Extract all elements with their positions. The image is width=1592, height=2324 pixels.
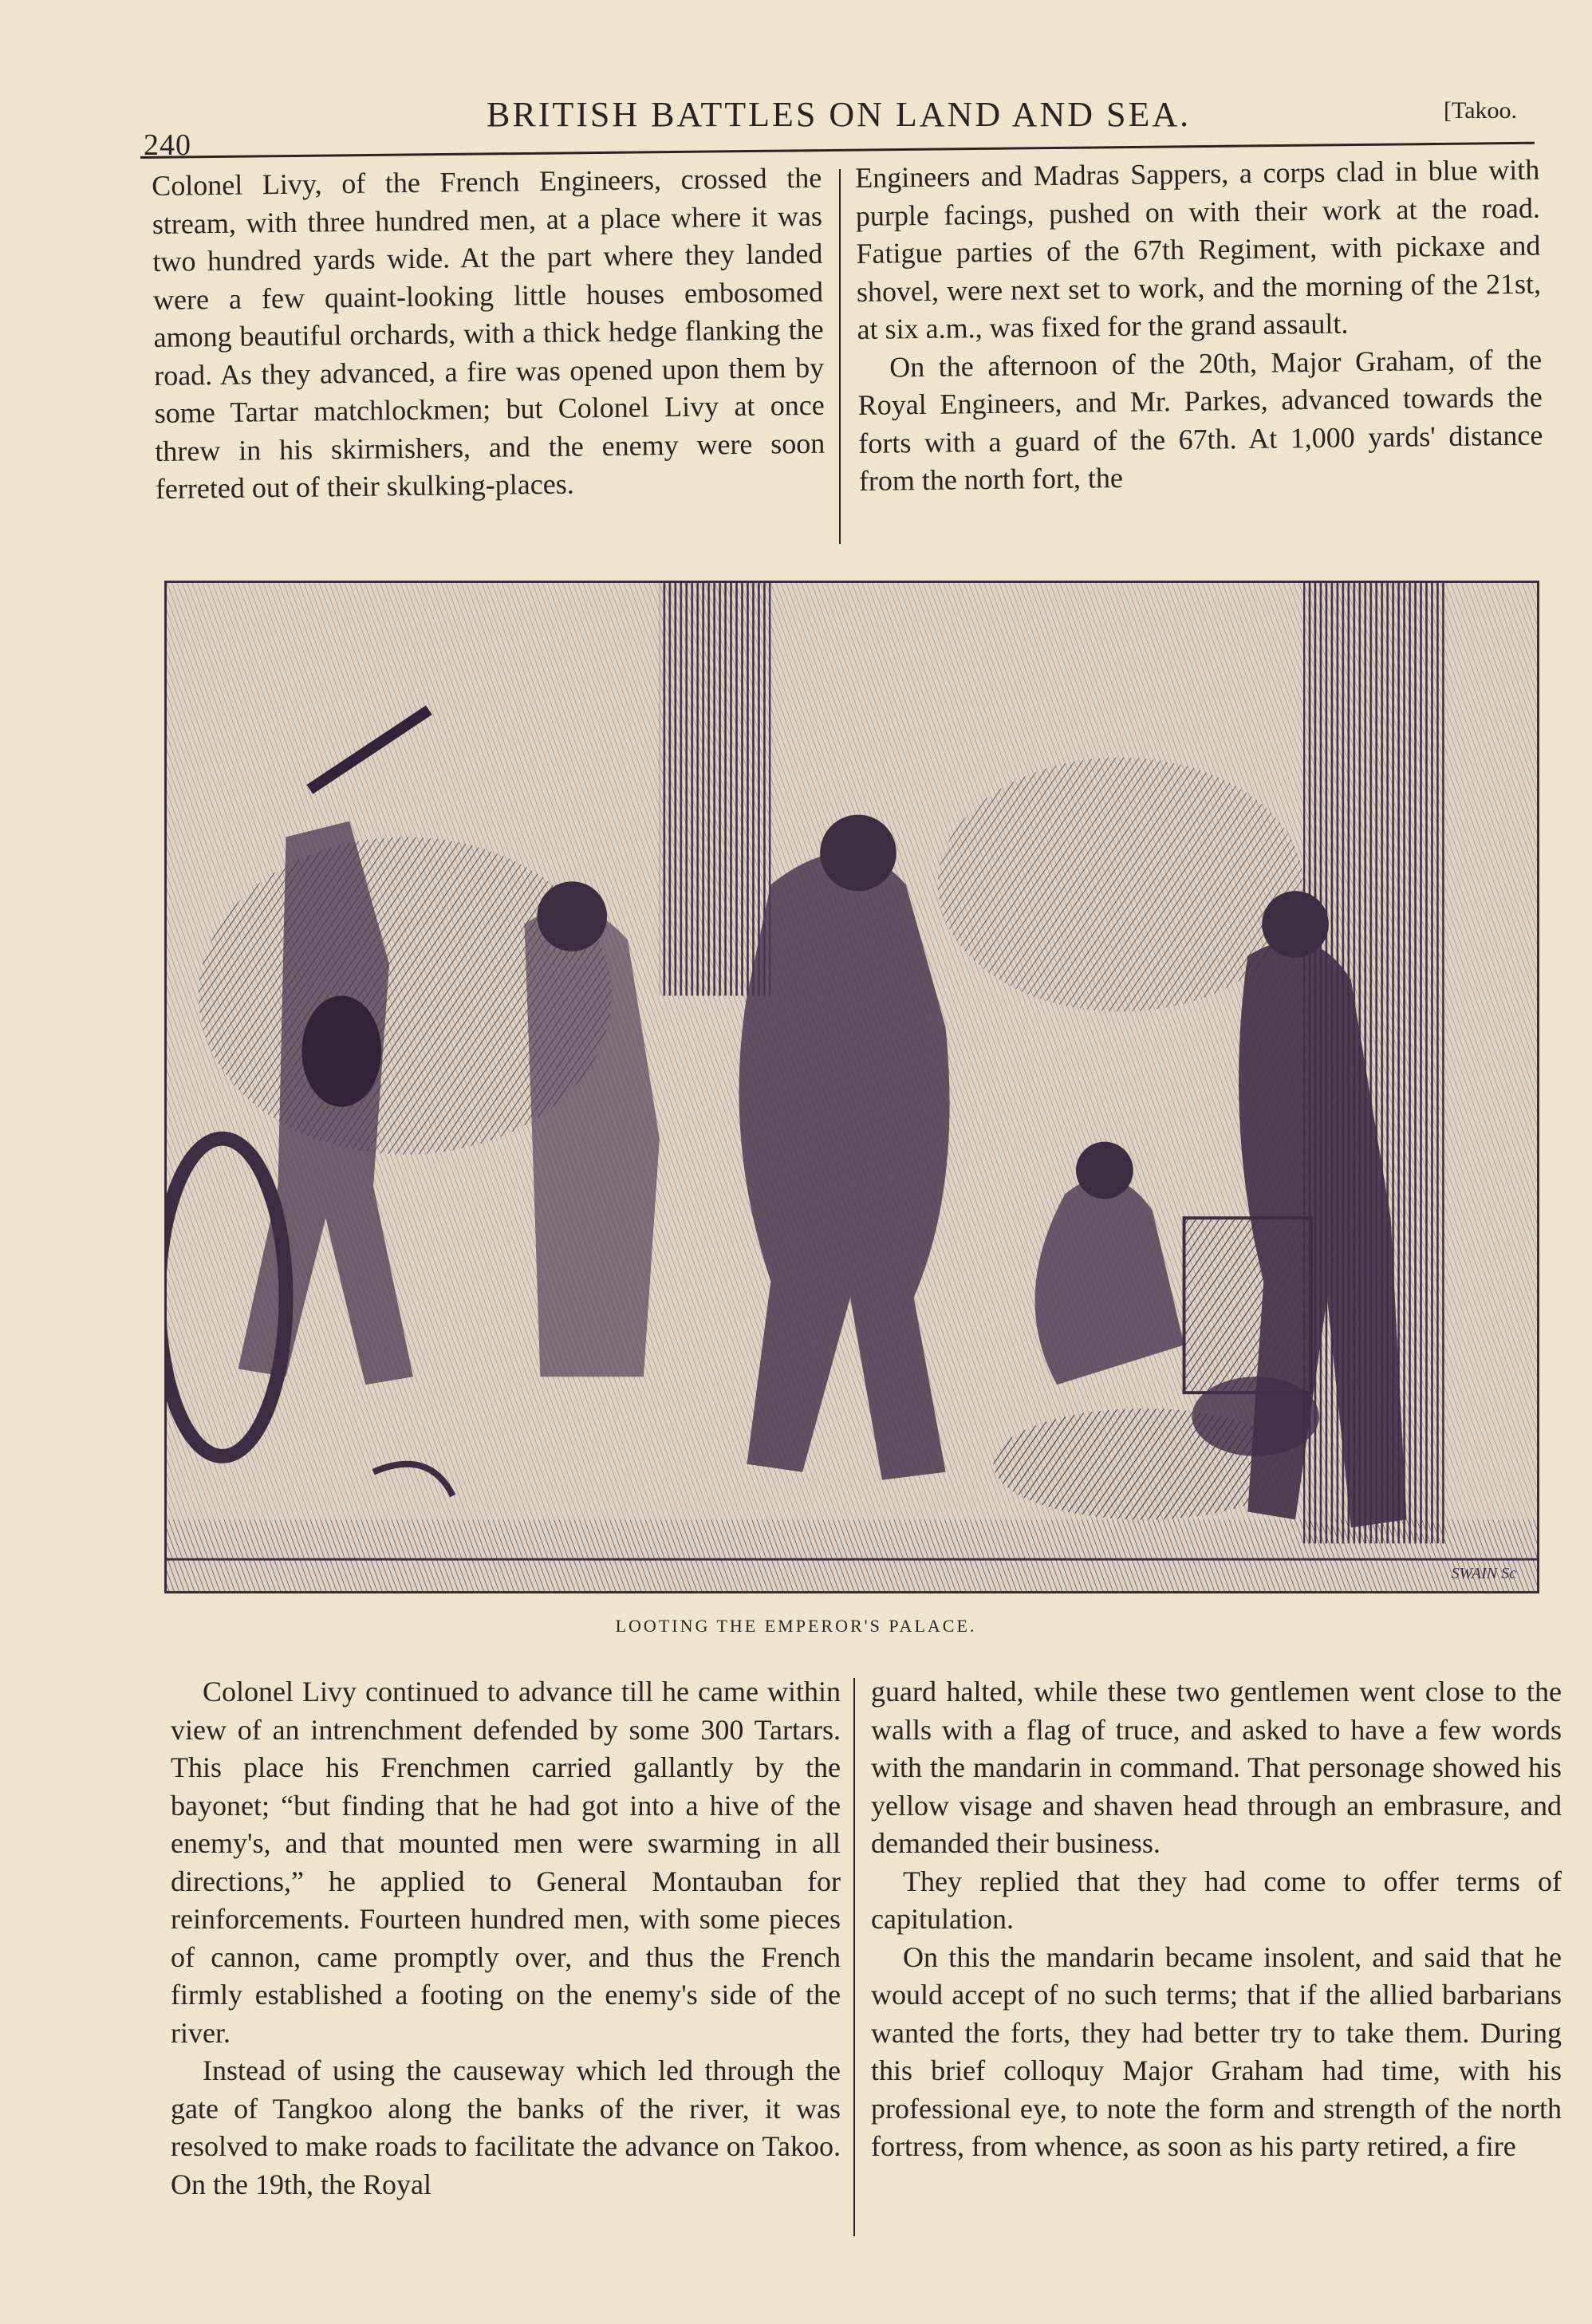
column-bottom-right — [871, 1673, 1562, 2166]
column-divider — [853, 1678, 855, 2236]
section-reference: [Takoo. — [1444, 97, 1518, 124]
engraver-signature: SWAIN Sc — [1451, 1565, 1516, 1582]
column-bottom-left — [171, 1673, 841, 2204]
illustration-caption: LOOTING THE EMPEROR'S PALACE. — [615, 1616, 977, 1636]
paragraph: Engineers and Madras Sappers, a corps clad in blue with purple facings, pushed on with their work at the road. Fatigue parties of the 67th Regiment, with pickaxe and shovel, were next set to work, and the morning of the 21st, at six a.m., was fixed for the grand assault. — [855, 153, 1542, 345]
paragraph: guard halted, while these two gentlemen went close to the walls with a flag of truce, and asked to have a few words with the mandarin in command. That personage showed his yellow visage and shaven head through an embrasure, and demanded their business. — [871, 1676, 1562, 1859]
paragraph: Colonel Livy continued to advance till he came within view of an intrenchment defended by some 300 Tartars. This place his Frenchmen carried gallantly by the bayonet; “but finding that he had got into a hive of the enemy's, and that mounted men were swarming in all directions,” he applied to General Montauban for reinforcements. Fourteen hundred men, with some pieces of cannon, came promptly over, and thus the French firmly established a footing on the enemy's side of the river. — [171, 1676, 841, 2049]
paragraph: They replied that they had come to offer terms of capitulation. — [871, 1865, 1562, 1935]
engraving-artwork — [167, 583, 1537, 1591]
column-top-right — [855, 152, 1543, 501]
engraving-illustration — [164, 581, 1539, 1593]
column-top-left — [152, 160, 826, 509]
paragraph: Colonel Livy, of the French Engineers, crossed the stream, with three hundred men, at a place where it was two hundred yards wide. At the part where they landed were a few quaint-looking little houses embosomed among beautiful orchards, with a thick hedge flanking the road. As they advanced, a fire was opened upon them by some Tartar matchlockmen; but Colonel Livy at once threw in his skirmishers, and the enemy were soon ferreted out of their skulking-places. — [152, 161, 826, 505]
running-title: BRITISH BATTLES ON LAND AND SEA. — [487, 95, 1192, 134]
paragraph: Instead of using the causeway which led through the gate of Tangkoo along the banks of the river, it was resolved to make roads to facilitate the advance on Takoo. On the 19th, the Royal — [171, 2054, 841, 2200]
paragraph: On the afternoon of the 20th, Major Graham, of the Royal Engineers, and Mr. Parkes, advanced towards the forts with a guard of the 67th. At 1,000 yards' distance from the north fort, the — [857, 342, 1543, 497]
column-divider — [839, 169, 841, 544]
page-number: 240 — [144, 128, 191, 162]
paragraph: On this the mandarin became insolent, and said that he would accept of no such terms; that if the allied barbarians wanted the forts, they had better try to take them. During this brief colloquy Major Graham had time, with his professional eye, to note the form and strength of the north fortress, from whence, as soon as his party retired, a fire — [871, 1940, 1562, 2162]
